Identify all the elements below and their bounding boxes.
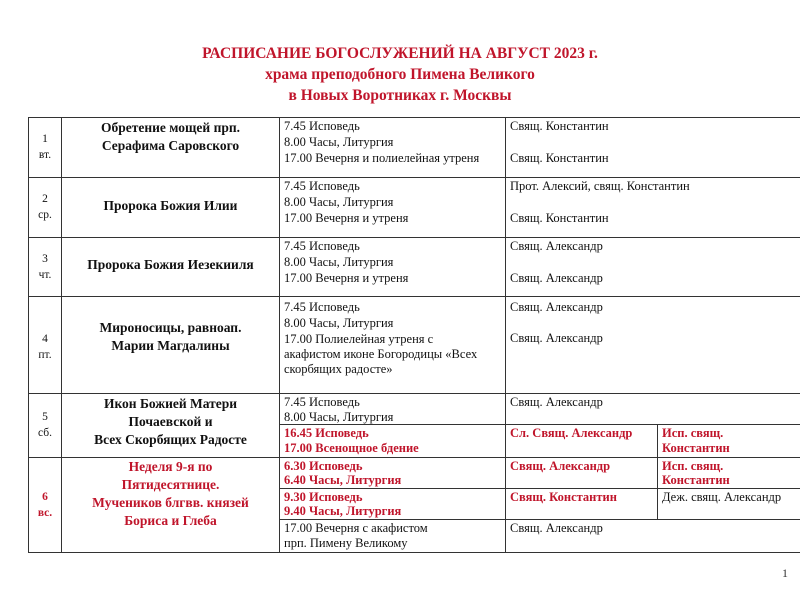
- page-number: 1: [782, 566, 788, 580]
- service-time: 17.00 Вечерня и полиелейная утреня: [284, 151, 480, 165]
- feast-name: Мучеников блгвв. князей: [92, 495, 249, 510]
- day-number: 2: [42, 193, 48, 205]
- col-divider: [279, 117, 280, 553]
- feast-name: Бориса и Глеба: [124, 513, 217, 528]
- clergy: Свящ. Александр: [510, 239, 603, 253]
- service-time: 7.45 Исповедь: [284, 119, 360, 133]
- service-time: 6.40 Часы, Литургия: [284, 473, 402, 487]
- schedule-title: РАСПИСАНИЕ БОГОСЛУЖЕНИЙ НА АВГУСТ 2023 г.: [202, 45, 598, 62]
- day-number: 1: [42, 133, 48, 145]
- weekday: ср.: [38, 209, 52, 221]
- service-time: 17.00 Вечерня с акафистом: [284, 521, 428, 535]
- col-divider: [505, 117, 506, 553]
- service-time: прп. Пимену Великому: [284, 536, 408, 550]
- service-time: 9.30 Исповедь: [284, 490, 363, 504]
- weekday: чт.: [38, 269, 52, 281]
- table-border-bottom: [28, 552, 800, 553]
- clergy: Свящ. Александр: [510, 521, 603, 535]
- weekday: пт.: [38, 349, 52, 361]
- clergy: Свящ. Константин: [510, 119, 609, 133]
- clergy: Свящ. Александр: [510, 300, 603, 314]
- day-number: 3: [42, 253, 48, 265]
- confessor: Исп. свящ.: [662, 426, 724, 440]
- row-divider: [28, 296, 800, 297]
- clergy: Свящ. Александр: [510, 459, 611, 473]
- table-border-top: [28, 117, 800, 118]
- day-number: 5: [42, 411, 48, 423]
- feast-name: Пророка Божия Иезекииля: [87, 257, 254, 272]
- schedule-table: [28, 117, 800, 553]
- service-time: 8.00 Часы, Литургия: [284, 410, 394, 424]
- clergy: Прот. Алексий, свящ. Константин: [510, 179, 690, 193]
- service-time: 8.00 Часы, Литургия: [284, 316, 394, 330]
- service-time: 8.00 Часы, Литургия: [284, 135, 394, 149]
- service-time: 7.45 Исповедь: [284, 179, 360, 193]
- service-time: 8.00 Часы, Литургия: [284, 195, 394, 209]
- clergy: Свящ. Константин: [510, 490, 617, 504]
- service-time: 8.00 Часы, Литургия: [284, 255, 394, 269]
- col-divider: [657, 424, 658, 519]
- clergy: Свящ. Александр: [510, 331, 603, 345]
- service-time: 17.00 Вечерня и утреня: [284, 211, 409, 225]
- service-time: 7.45 Исповедь: [284, 395, 360, 409]
- church-name: храма преподобного Пимена Великого: [265, 66, 535, 83]
- confessor: Исп. свящ.: [662, 459, 724, 473]
- service-time: 17.00 Всенощное бдение: [284, 441, 419, 455]
- clergy: Свящ. Константин: [510, 151, 609, 165]
- weekday: сб.: [38, 427, 52, 439]
- service-time: акафистом иконе Богородицы «Всех: [284, 347, 478, 361]
- row-divider: [28, 177, 800, 178]
- feast-name: Пророка Божия Илии: [103, 198, 238, 213]
- duty-priest: Деж. свящ. Александр: [662, 490, 782, 504]
- feast-name: Обретение мощей прп.: [100, 120, 241, 135]
- service-time: 6.30 Исповедь: [284, 459, 363, 473]
- clergy: Свящ. Александр: [510, 395, 603, 409]
- feast-name: Мироносицы, равноап.: [99, 320, 242, 335]
- feast-name: Неделя 9-я по: [128, 459, 213, 474]
- service-time: 17.00 Вечерня и утреня: [284, 271, 409, 285]
- weekday: вт.: [38, 149, 52, 161]
- row-divider: [28, 237, 800, 238]
- clergy: Сл. Свящ. Александр: [510, 426, 633, 440]
- service-time: 9.40 Часы, Литургия: [284, 504, 402, 518]
- clergy: Свящ. Константин: [510, 211, 609, 225]
- feast-name: Серафима Саровского: [101, 138, 240, 153]
- day-number: 6: [42, 491, 48, 503]
- feast-name: Всех Скорбящих Радосте: [94, 432, 247, 447]
- service-time: 7.45 Исповедь: [284, 300, 360, 314]
- feast-name: Икон Божией Матери: [103, 396, 238, 411]
- service-time: 16.45 Исповедь: [284, 426, 369, 440]
- confessor: Константин: [662, 473, 730, 487]
- feast-name: Марии Магдалины: [111, 338, 230, 353]
- day-number: 4: [42, 333, 48, 345]
- weekday: вс.: [37, 507, 53, 519]
- confessor: Константин: [662, 441, 730, 455]
- row-divider: [28, 393, 800, 394]
- church-location: в Новых Воротниках г. Москвы: [288, 87, 512, 104]
- service-time: 17.00 Полиелейная утреня с: [284, 332, 434, 346]
- service-time: скорбящих радосте»: [284, 362, 393, 376]
- clergy: Свящ. Александр: [510, 271, 603, 285]
- service-time: 7.45 Исповедь: [284, 239, 360, 253]
- feast-name: Почаевской и: [128, 414, 213, 429]
- feast-name: Пятидесятнице.: [121, 477, 220, 492]
